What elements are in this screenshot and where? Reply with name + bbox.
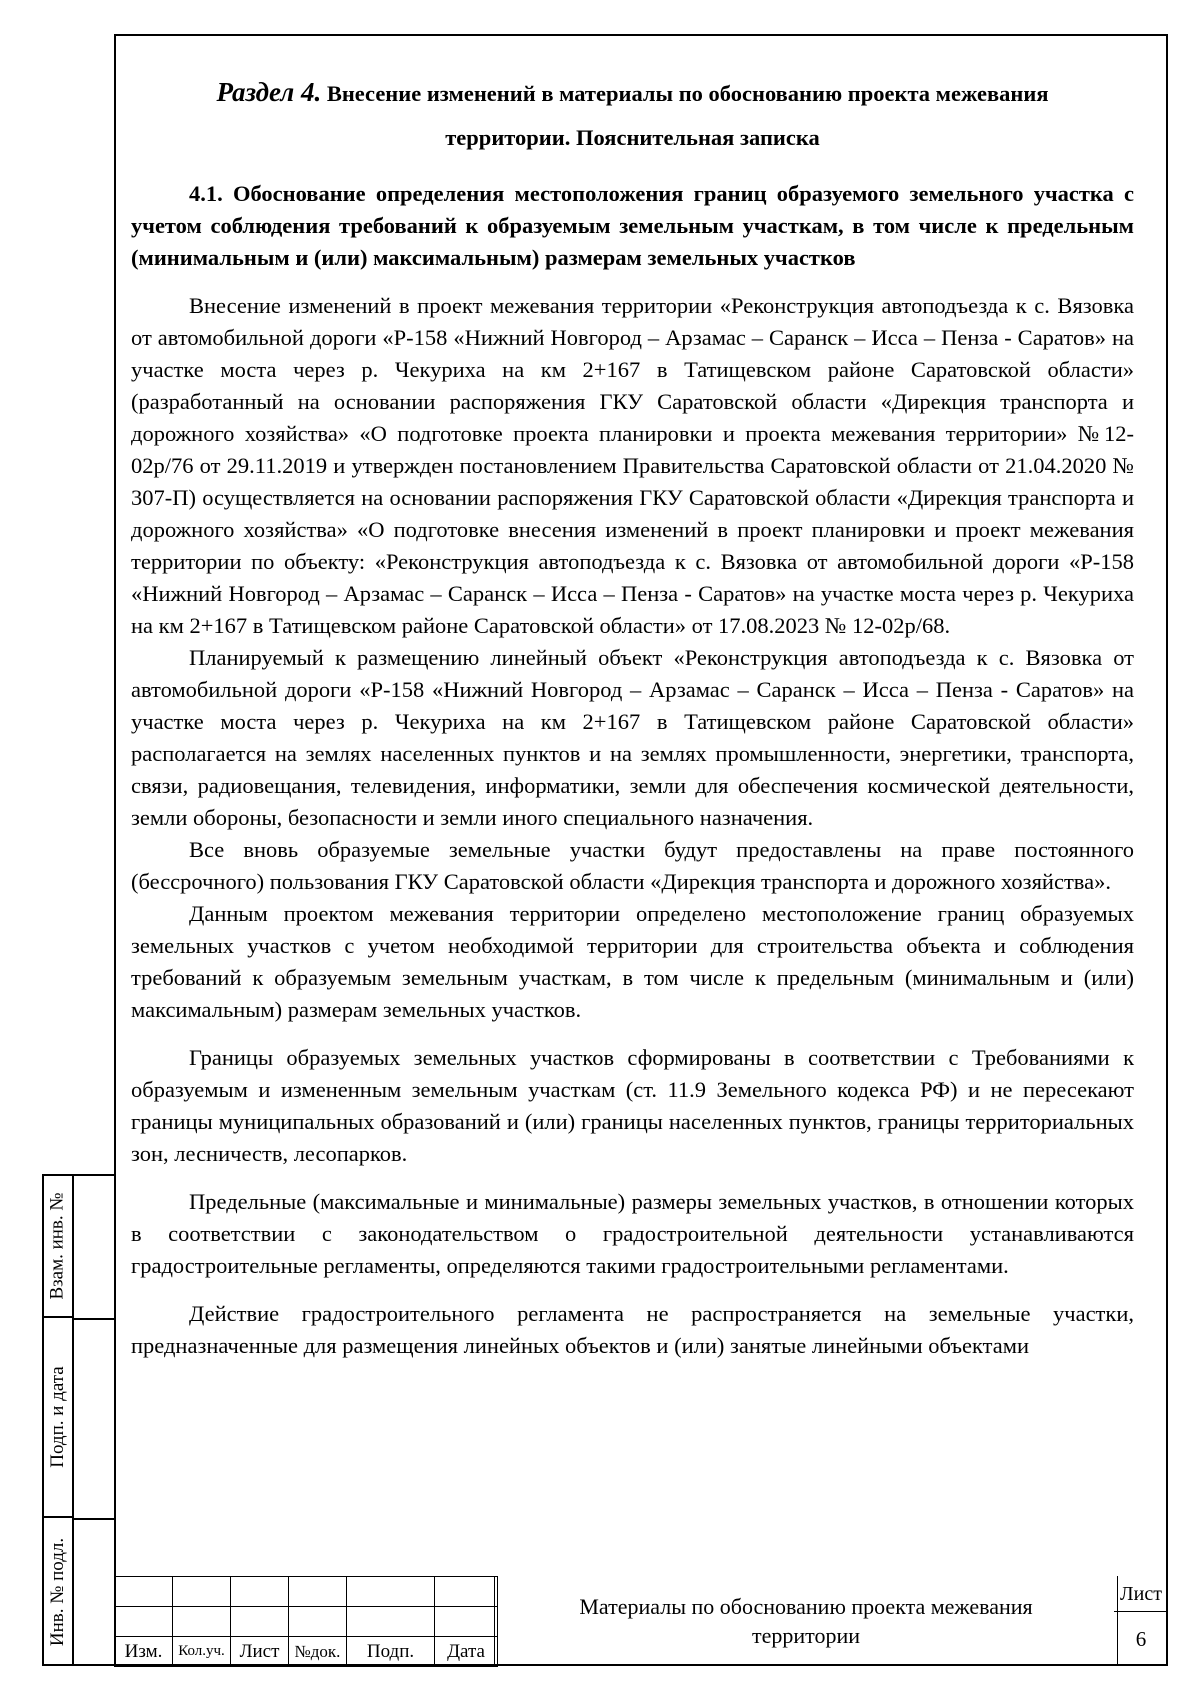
revision-table <box>114 1576 498 1667</box>
section-number: Раздел 4. <box>216 77 322 107</box>
paragraph: Планируемый к размещению линейный объект «Реконструкция автоподъезда к с. Вязовка от автомобильной дороги «Р-158 «Нижний Новгород – Арзамас – Саранск – Исса – Пенза - Саратов» на участке моста через р. Чекуриха на км 2+167 в Татищевском районе Саратовской области» располагается на землях населенных пунктов и на землях промышленности, энергетики, транспорта, связи, радиовещания, телевидения, информатики, земли для обеспечения космической деятельности, земли обороны, безопасности и земли иного специального назначения. <box>131 645 1134 830</box>
subsection-heading: 4.1. Обоснование определения местоположения границ образуемого земельного участка с учетом соблюдения требований к образуемым земельным участкам, в том числе к предельным (минимальным и (или) максимальным) размерам земельных участков <box>131 181 1134 270</box>
column-header: Кол.уч. <box>173 1637 231 1667</box>
section-title-line2: территории. Пояснительная записка <box>445 125 820 150</box>
column-header: №док. <box>289 1637 347 1667</box>
column-header: Дата <box>435 1637 498 1667</box>
side-stamp-label: Подп. и дата <box>44 1318 74 1518</box>
paragraph: Действие градостроительного регламента не распространяется на земельные участки, предназначенные для размещения линейных объектов и (или) занятые линейными объектами <box>131 1301 1134 1358</box>
document-name: Материалы по обоснованию проекта межевания территории <box>494 1576 1118 1666</box>
column-header: Лист <box>231 1637 289 1667</box>
side-stamp-label: Инв. № подл. <box>44 1518 74 1666</box>
section-title <box>131 70 1134 160</box>
column-header: Подп. <box>347 1637 435 1667</box>
paragraph: Данным проектом межевания территории определено местоположение границ образуемых земельных участков с учетом необходимой территории для строительства объекта и соблюдения требований к образуемым земельным участкам, в том числе к предельным (минимальным и (или) максимальным) размерам земельных участков. <box>131 901 1134 1022</box>
side-stamp-label: Взам. инв. № <box>44 1176 74 1318</box>
paragraph: Предельные (максимальные и минимальные) размеры земельных участков, в отношении которых в соответствии с законодательством о градостроительной деятельности устанавливаются градостроительные регламенты, определяются такими градостроительными регламентами. <box>131 1189 1134 1278</box>
sheet-label: Лист <box>1114 1576 1168 1612</box>
title-block <box>114 1576 1168 1666</box>
paragraph: Все вновь образуемые земельные участки будут предоставлены на праве постоянного (бессрочного) пользования ГКУ Саратовской области «Дирекция транспорта и дорожного хозяйства». <box>131 837 1134 894</box>
section-title-line1: Внесение изменений в материалы по обоснованию проекта межевания <box>326 81 1049 106</box>
sheet-number: 6 <box>1135 1627 1147 1651</box>
column-header: Изм. <box>115 1637 173 1667</box>
document-body <box>131 70 1134 1362</box>
paragraph: Границы образуемых земельных участков сформированы в соответствии с Требованиями к образуемым и измененным земельным участкам (ст. 11.9 Земельного кодекса РФ) и не пересекают границы муниципальных образований и (или) границы населенных пунктов, границы территориальных зон, лесничеств, лесопарков. <box>131 1045 1134 1166</box>
paragraph: Внесение изменений в проект межевания территории «Реконструкция автоподъезда к с. Вязовка от автомобильной дороги «Р-158 «Нижний Новгород – Арзамас – Саранск – Исса – Пенза - Саратов» на участке моста через р. Чекуриха на км 2+167 в Татищевском районе Саратовской области» (разработанный на основании распоряжения ГКУ Саратовской области «Дирекция транспорта и дорожного хозяйства» «О подготовке проекта планировки и проекта межевания территории» №12-02р/76 от 29.11.2019 и утвержден постановлением Правительства Саратовской области от 21.04.2020 № 307-П) осуществляется на основании распоряжения ГКУ Саратовской области «Дирекция транспорта и дорожного хозяйства» «О подготовке внесения изменений в проект планировки и проект межевания территории по объекту: «Реконструкция автоподъезда к с. Вязовка от автомобильной дороги «Р-158 «Нижний Новгород – Арзамас – Саранск – Исса – Пенза - Саратов» на участке моста через р. Чекуриха на км 2+167 в Татищевском районе Саратовской области» от 17.08.2023 № 12-02р/68. <box>131 293 1134 638</box>
side-stamp <box>42 1174 114 1666</box>
